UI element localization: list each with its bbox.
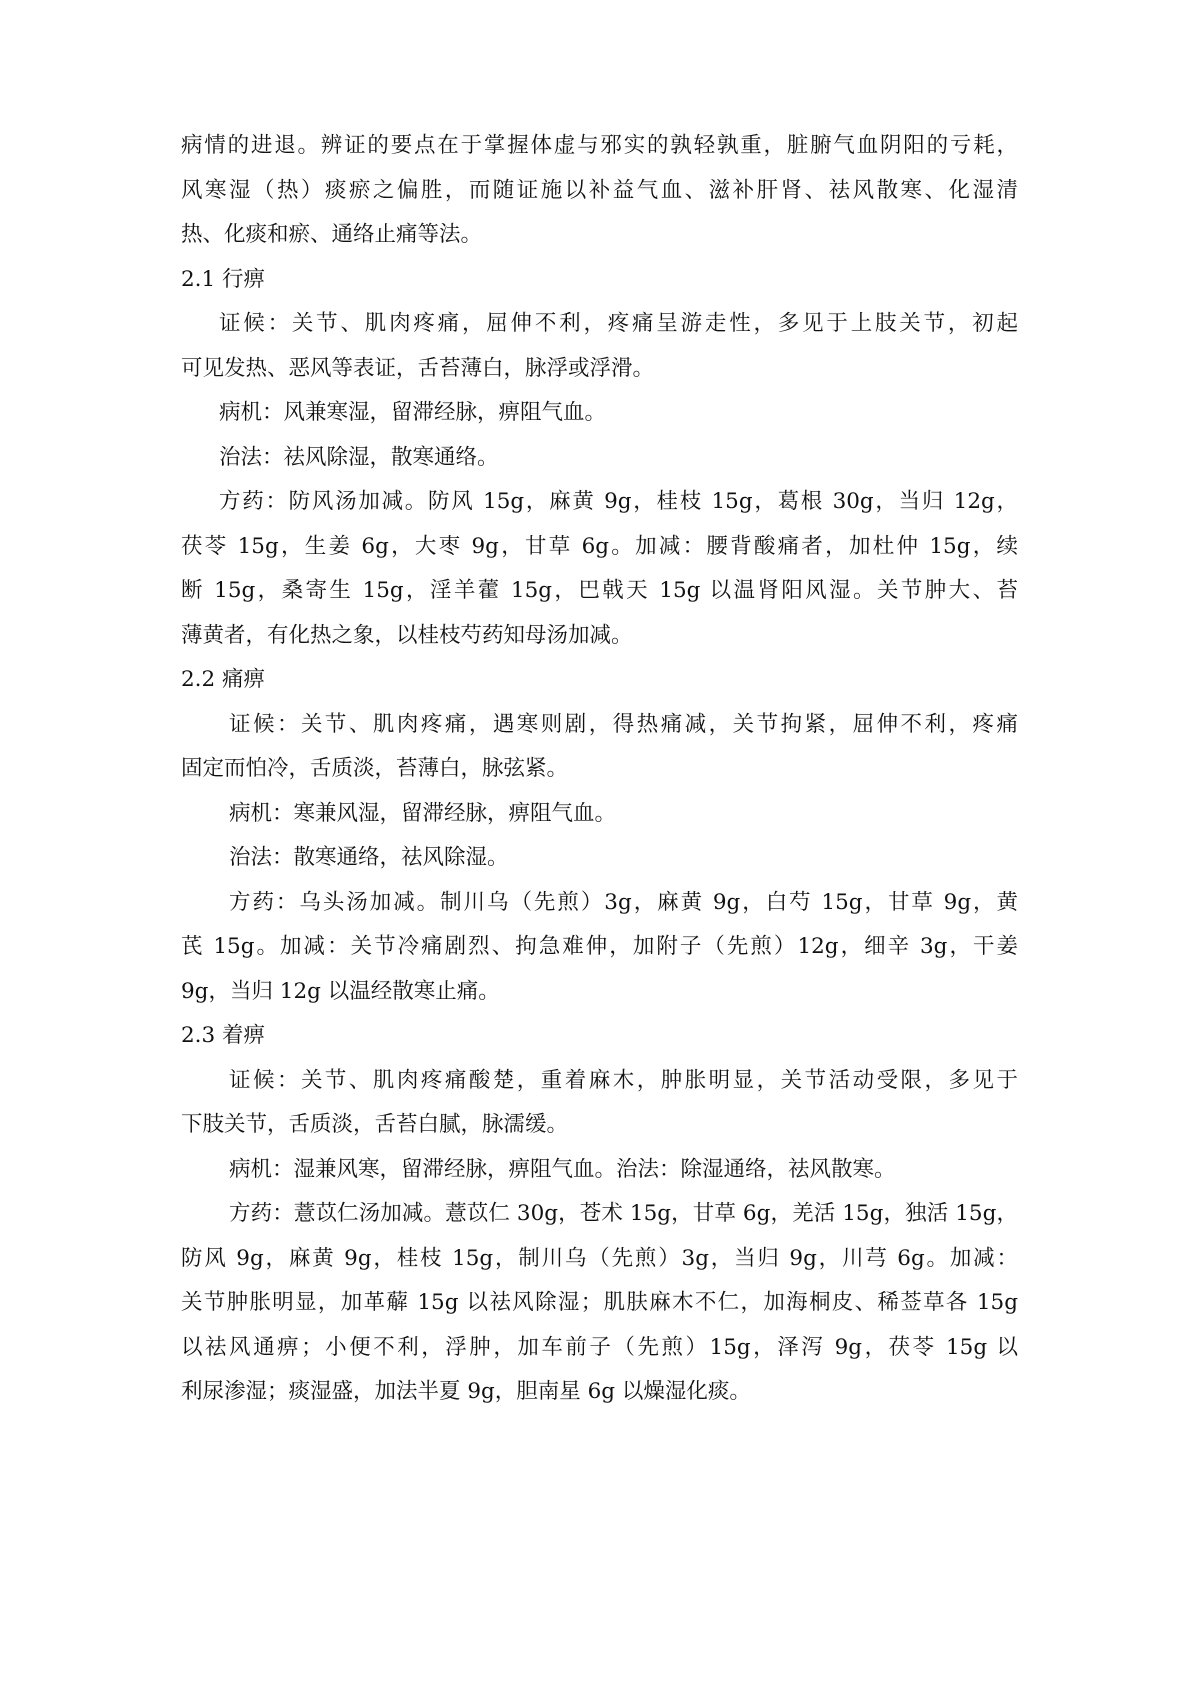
text-line: 病机：寒兼风湿，留滞经脉，痹阻气血。 [229, 800, 617, 826]
text-line: 断 15g，桑寄生 15g，淫羊藿 15g，巴戟天 15g 以温肾阳风湿。关节肿大、苔 [181, 578, 1018, 603]
section-heading-2-3: 2.3 着痹 [181, 1023, 266, 1048]
section-heading-2-2: 2.2 痛痹 [181, 667, 266, 692]
text-line: 可见发热、恶风等表证，舌苔薄白，脉浮或浮滑。 [181, 355, 655, 381]
text-line: 防风 9g，麻黄 9g，桂枝 15g，制川乌（先煎）3g，当归 9g，川芎 6g。加减： [181, 1245, 1018, 1271]
text-line: 病情的进退。辨证的要点在于掌握体虚与邪实的孰轻孰重，脏腑气血阴阳的亏耗， [181, 133, 1018, 158]
text-line: 茯苓 15g，生姜 6g，大枣 9g，甘草 6g。加减：腰背酸痛者，加杜仲 15g，续 [181, 533, 1018, 559]
text-line: 证候：关节、肌肉疼痛酸楚，重着麻木，肿胀明显，关节活动受限，多见于 [229, 1067, 1018, 1093]
text-line: 利尿渗湿；痰湿盛，加法半夏 9g，胆南星 6g 以燥湿化痰。 [181, 1379, 751, 1404]
text-line: 风寒湿（热）痰瘀之偏胜，而随证施以补益气血、滋补肝肾、祛风散寒、化湿清 [181, 177, 1018, 203]
text-line: 固定而怕冷，舌质淡，苔薄白，脉弦紧。 [181, 756, 569, 781]
text-line: 治法：散寒通络，祛风除湿。 [229, 845, 509, 870]
text-line: 病机：风兼寒湿，留滞经脉，痹阻气血。 [219, 400, 607, 425]
text-line: 薄黄者，有化热之象，以桂枝芍药知母汤加减。 [181, 622, 633, 648]
text-line: 关节肿胀明显，加革薢 15g 以祛风除湿；肌肤麻木不仁，加海桐皮、稀莶草各 15g [181, 1290, 1018, 1315]
text-line: 病机：湿兼风寒，留滞经脉，痹阻气血。治法：除湿通络，祛风散寒。 [229, 1156, 896, 1182]
text-line: 证候：关节、肌肉疼痛，屈伸不利，疼痛呈游走性，多见于上肢关节，初起 [219, 311, 1018, 336]
text-line: 9g，当归 12g 以温经散寒止痛。 [181, 978, 500, 1004]
document-body [181, 124, 1018, 1415]
text-line: 下肢关节，舌质淡，舌苔白腻，脉濡缓。 [181, 1112, 569, 1137]
text-line: 证候：关节、肌肉疼痛，遇寒则剧，得热痛减，关节拘紧，屈伸不利，疼痛 [229, 711, 1018, 737]
text-line: 热、化痰和瘀、通络止痛等法。 [181, 222, 483, 247]
text-line: 方药：薏苡仁汤加减。薏苡仁 30g，苍术 15g，甘草 6g，羌活 15g，独活 15g， [229, 1201, 1018, 1226]
text-line: 方药：防风汤加减。防风 15g，麻黄 9g，桂枝 15g，葛根 30g，当归 12g， [219, 489, 1018, 514]
text-line: 芪 15g。加减：关节冷痛剧烈、拘急难伸，加附子（先煎）12g，细辛 3g，干姜 [181, 934, 1018, 959]
text-line: 以祛风通痹；小便不利，浮肿，加车前子（先煎）15g，泽泻 9g，茯苓 15g 以 [181, 1334, 1018, 1360]
section-heading-2-1: 2.1 行痹 [181, 266, 266, 292]
text-line: 治法：祛风除湿，散寒通络。 [219, 444, 499, 470]
text-line: 方药：乌头汤加减。制川乌（先煎）3g，麻黄 9g，白芍 15g，甘草 9g，黄 [229, 889, 1018, 915]
